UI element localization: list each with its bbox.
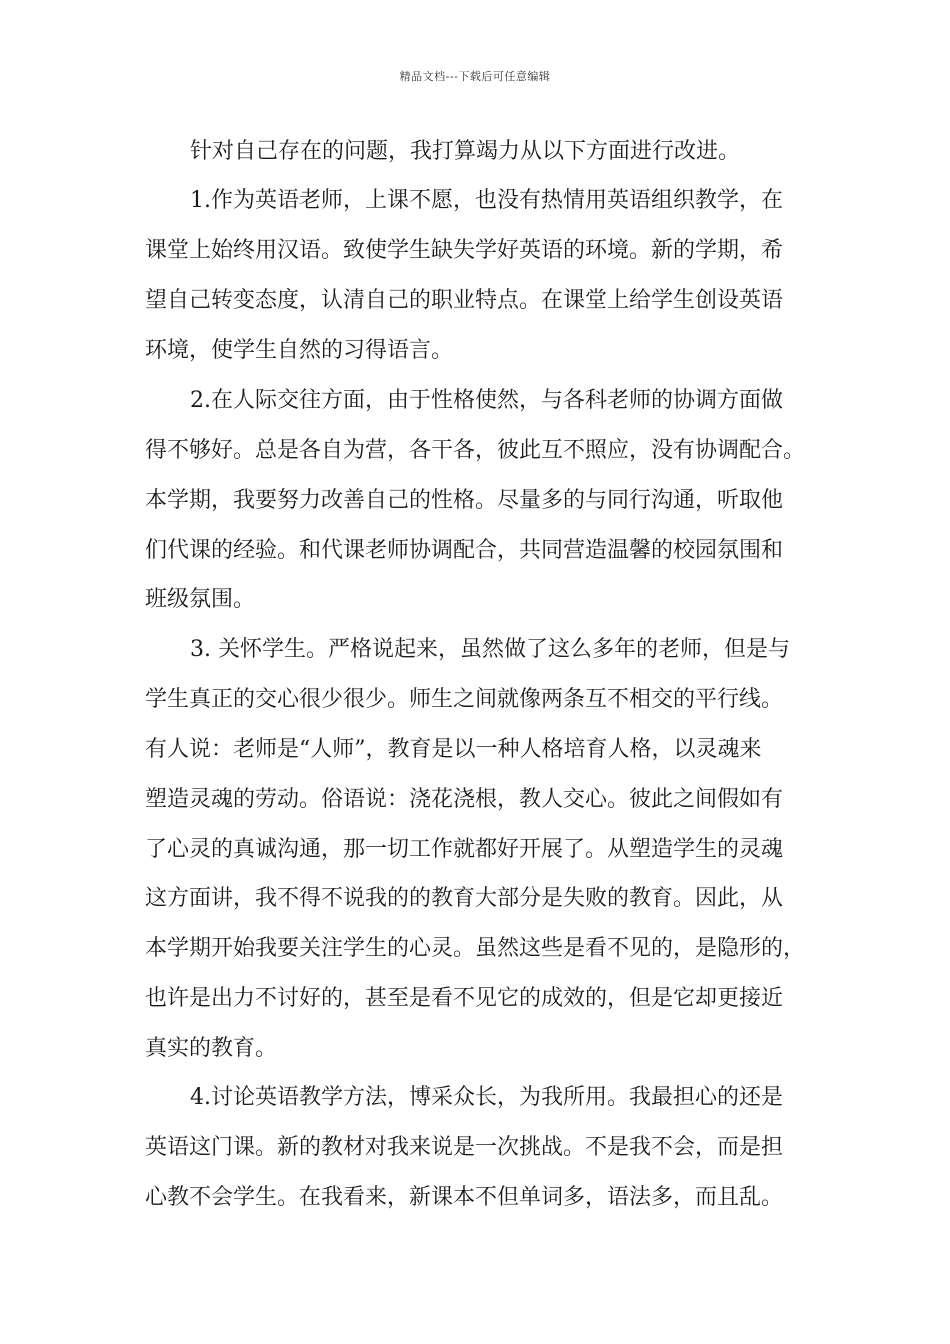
paragraph-3-line: 真实的教育。: [145, 1036, 278, 1061]
paragraph-4-line: 4.讨论英语教学方法，博采众长，为我所用。我最担心的还是: [190, 1085, 783, 1110]
paragraph-2-line: 2.在人际交往方面，由于性格使然，与各科老师的协调方面做: [190, 388, 783, 413]
paragraph-intro-line: 针对自己存在的问题，我打算竭力从以下方面进行改进。: [190, 139, 741, 164]
paragraph-2-line: 得不够好。总是各自为营，各干各，彼此互不照应，没有协调配合。: [145, 438, 806, 463]
paragraph-3-line: 也许是出力不讨好的，甚至是看不见它的成效的，但是它却更接近: [145, 986, 784, 1011]
paragraph-1-line: 课堂上始终用汉语。致使学生缺失学好英语的环境。新的学期，希: [145, 238, 784, 263]
paragraph-4-line: 心教不会学生。在我看来，新课本不但单词多，语法多，而且乱。: [145, 1185, 784, 1210]
paragraph-3-line: 学生真正的交心很少很少。师生之间就像两条互不相交的平行线。: [145, 687, 784, 712]
paragraph-1-line: 望自己转变态度，认清自己的职业特点。在课堂上给学生创设英语: [145, 288, 784, 313]
paragraph-1-line: 环境，使学生自然的习得语言。: [145, 338, 454, 363]
page-header: 精品文档---下载后可任意编辑: [399, 70, 551, 83]
paragraph-3-line: 本学期开始我要关注学生的心灵。虽然这些是看不见的，是隐形的，: [145, 936, 806, 961]
paragraph-2-line: 班级氛围。: [145, 587, 256, 612]
paragraph-1-line: 1.作为英语老师，上课不愿，也没有热情用英语组织教学，在: [190, 188, 783, 213]
paragraph-3-line: 塑造灵魂的劳动。俗语说：浇花浇根，教人交心。彼此之间假如有: [145, 787, 784, 812]
paragraph-2-line: 本学期，我要努力改善自己的性格。尽量多的与同行沟通，听取他: [145, 488, 784, 513]
paragraph-3-line: 有人说：老师是“人师”，教育是以一种人格培育人格，以灵魂来: [145, 737, 762, 762]
paragraph-3-line: 了心灵的真诚沟通，那一切工作就都好开展了。从塑造学生的灵魂: [145, 837, 784, 862]
paragraph-3-line: 这方面讲，我不得不说我的的教育大部分是失败的教育。因此，从: [145, 886, 784, 911]
paragraph-3-line: 3. 关怀学生。严格说起来，虽然做了这么多年的老师，但是与: [190, 637, 790, 662]
paragraph-2-line: 们代课的经验。和代课老师协调配合，共同营造温馨的校园氛围和: [145, 538, 784, 563]
paragraph-4-line: 英语这门课。新的教材对我来说是一次挑战。不是我不会，而是担: [145, 1135, 784, 1160]
